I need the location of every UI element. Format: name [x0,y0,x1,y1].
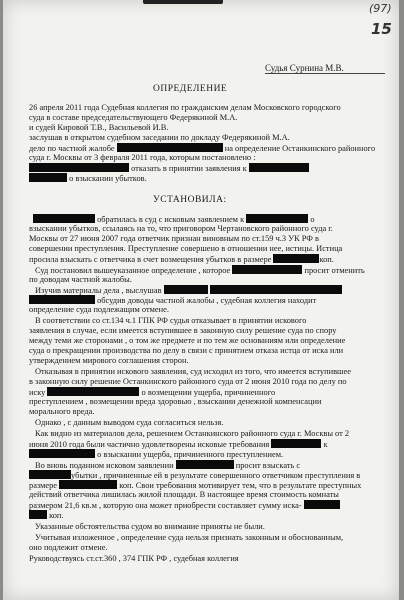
body-line: совершении преступления. Преступление совершено в отношении нее, истицы. Истица [29,244,343,253]
body-line: Как видно из материалов дела, решением Останкинского районного суда г. Москвы от 2 [35,429,350,438]
body-line: о взыскании ущерба, причиненного преступлением. [29,449,283,460]
body-line: суда о прекращении производства по делу в связи с принятием отказа истца от иска или [29,346,344,355]
body-line: Суд постановил вышеуказанное определение , которое просит отменить [35,266,365,275]
body-line: размером 21,6 кв.м , которую она может приобрести составляет сумму иска- [29,500,340,511]
redacted-amount [304,500,340,509]
redacted-amount [59,480,117,489]
body-line: Руководствуясь ст.ст.360 , 374 ГПК РФ , судебная коллегия [29,554,239,563]
body-line: преступлением , возмещении вреда здоровью , взыскании денежной компенсации [29,397,322,406]
body-line: коп. [29,510,64,521]
page-mark-handwritten: (97) [369,2,392,15]
intro-line-8: о взыскании убытков. [29,173,147,184]
intro-line-4: заслушав в открытом судебном заседании по докладу Федерякиной М.А. [29,133,290,142]
intro-line-7: отказать в принятии заявления к [29,163,309,174]
body-line: утверждением мирового соглашения сторон. [29,356,189,365]
body-line: в законную силу решение Останкинского районного суда от 2 июня 2010 года по делу по [29,377,347,386]
page-number-handwritten: 15 [371,20,392,38]
body-line: размере коп. Свои требования мотивирует тем, что в результате преступных [29,481,362,490]
body-line: по доводам частной жалобы. [29,275,132,284]
body-line: определение суда подлежащим отмене. [29,305,169,314]
body-line: убытки , причиненные ей в результате совершенного ответчиком преступления в [29,470,360,481]
intro-line-1: 26 апреля 2011 года Судебная коллегия по гражданским делам Московского городского [29,103,341,112]
ruling-title: ОПРЕДЕЛЕНИЕ [153,84,228,94]
redacted-name [232,265,302,274]
redacted-name [29,295,95,304]
body-line: иску о возмещении ущерба, причиненного [29,388,276,397]
redacted-name [29,449,95,458]
body-line: оно подлежит отмене. [29,543,108,552]
body-line: взыскании убытков, ссылаясь на то, что приговором Чертановского районного суда г. [29,224,333,233]
redacted-name [249,163,309,172]
redacted-name [117,143,223,152]
redacted-amount [273,254,319,263]
body-line: просила взыскать с ответчика в счет возмещения убытков в размере коп. [29,255,334,264]
body-line: В соответствии со ст.134 ч.1 ГПК РФ судья отказывает в принятии искового [35,316,307,325]
body-line: заявления в случае, если имеется вступившее в законную силу решение суда по спору [29,326,337,335]
judge-name: Судья Сурнина М.В. [265,63,344,73]
body-line: Учитывая изложенное , определение суда нельзя признать законным и обоснованным, [35,533,344,542]
redacted-name [164,285,208,294]
established-title: УСТАНОВИЛА: [153,195,227,205]
body-line: Москвы от 27 июня 2007 года ответчик признан виновным по ст.159 ч.3 УК РФ в [29,234,319,243]
redacted-name [176,460,234,469]
redacted-name [33,214,95,223]
body-line: Изучив материалы дела , выслушав [35,285,342,296]
redacted-amount [29,510,47,519]
document-page [3,0,399,600]
redacted-name [271,439,321,448]
redacted-name [246,214,308,223]
intro-line-5: дело по частной жалобе на определение Останкинского районного [29,144,376,153]
intro-line-3: и судей Кировой Т.В., Васильевой И.В. [29,123,169,132]
body-line: обсудив доводы частной жалобы , судебная коллегия находит [29,295,316,306]
redacted-name [47,387,139,396]
body-line: между теми же сторонами , о том же предмете и по тем же основаниям или определение [29,336,346,345]
intro-line-6: суда г. Москвы от 3 февраля 2011 года, которым постановлено : [29,153,256,162]
redacted-name [29,173,67,182]
redacted-name [29,163,129,172]
body-line: морального вреда. [29,407,95,416]
body-line: действий ответчика лишилась жилой площади. В настоящее время стоимость комнаты [29,490,339,499]
header-rule [265,73,385,74]
intro-line-2: суда в составе председательствующего Федерякиной М.А. [29,113,238,122]
body-line: Отказывая в принятии искового заявления, суд исходил из того, что имеется вступившее [35,367,351,376]
redacted-name [210,285,342,294]
body-line: Однако , с данным выводом суда согласиться нельзя. [35,418,224,427]
body-line: июня 2010 года были частично удовлетворены исковые требования к [29,440,328,449]
redaction-bar-top [143,0,223,4]
body-line: Указанные обстоятельства судом во внимание приняты не были. [35,522,265,531]
body-line: обратилась в суд с исковым заявлением к о [33,214,315,225]
body-line: Во вновь поданном исковом заявлении просит взыскать с [35,461,301,470]
redacted-name [29,470,71,479]
